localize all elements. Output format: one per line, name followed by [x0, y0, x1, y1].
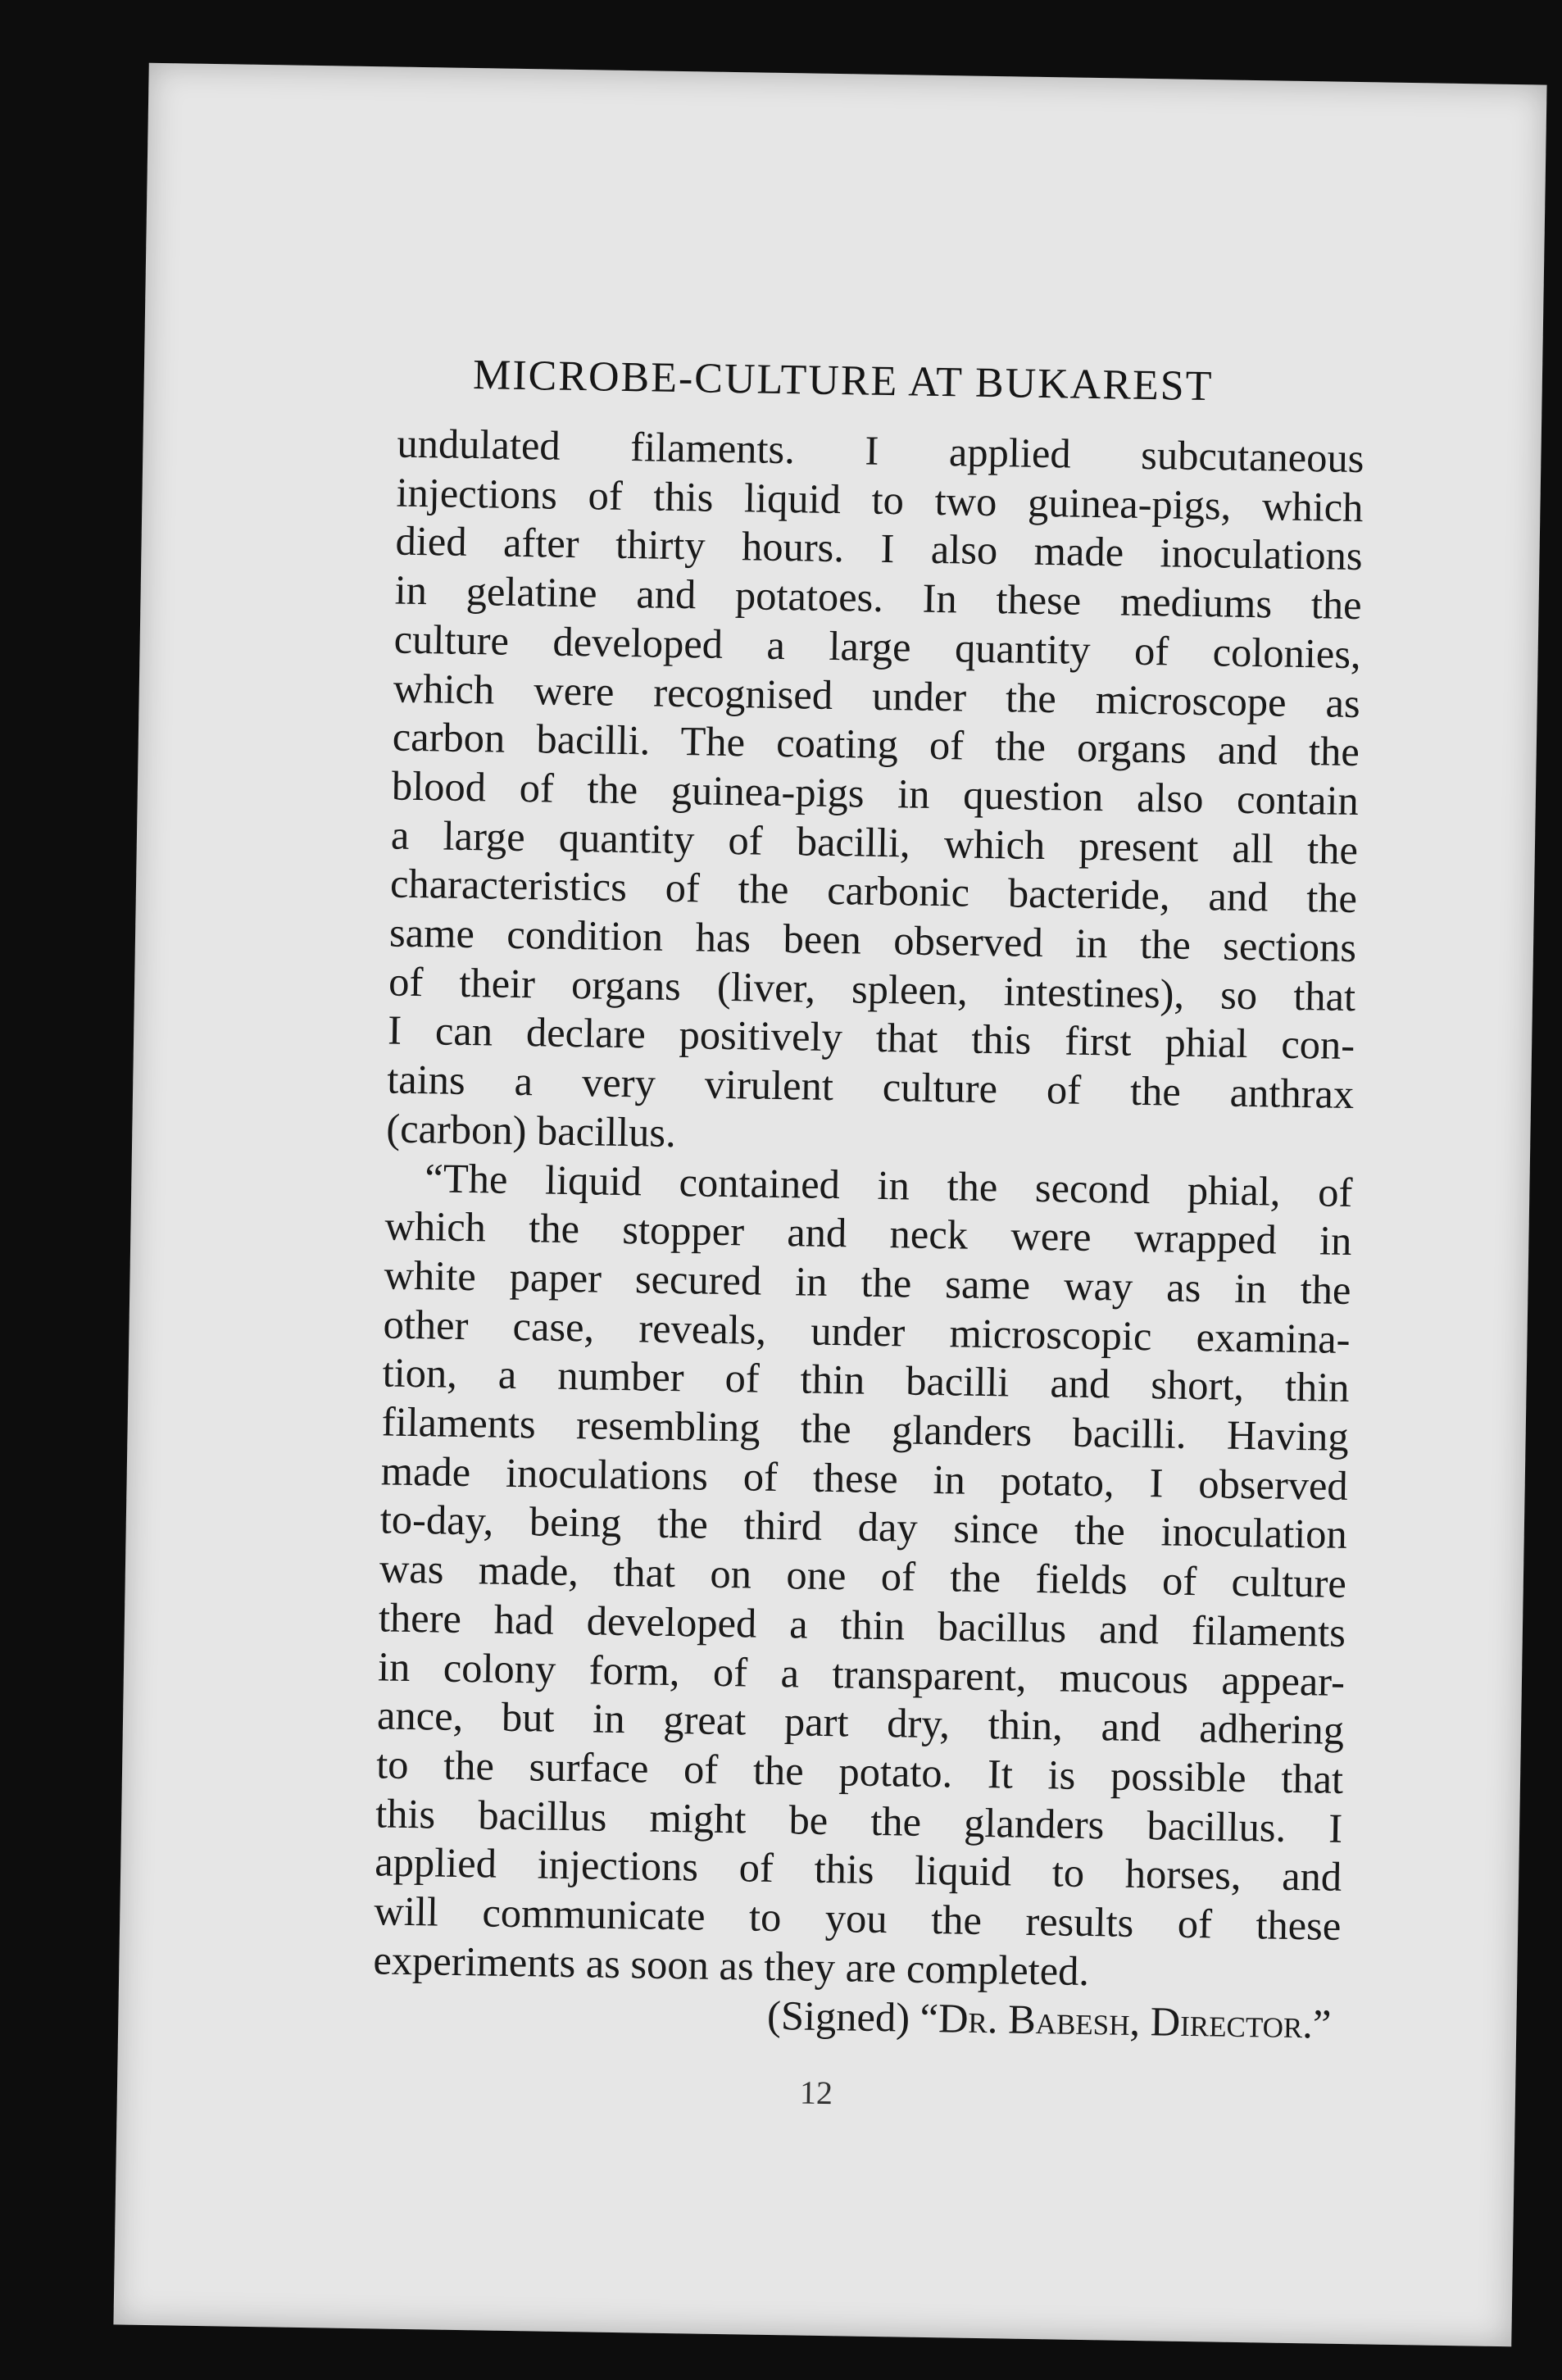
text-line: (carbon) bacillus. — [385, 1105, 677, 1156]
text-line: “The liquid contained in the second phial, of — [425, 1154, 1353, 1215]
body-text — [372, 420, 1364, 2049]
text-line: this bacillus might be the glanders bacillus. I — [375, 1790, 1343, 1851]
page-number: 12 — [799, 2073, 833, 2112]
text-line: tion, a number of thin bacilli and short, thin — [382, 1349, 1351, 1411]
text-line: other case, reveals, under microscopic examina- — [383, 1301, 1351, 1362]
text-line: undulated filaments. I applied subcutaneous — [397, 420, 1364, 482]
text-line: characteristics of the carbonic bacteride, and the — [389, 860, 1358, 922]
signature-prefix: (Signed) — [766, 1992, 910, 2041]
text-line: died after thirty hours. I also made inoculations — [395, 517, 1363, 579]
text-line: ance, but in great part dry, thin, and adhering — [376, 1692, 1345, 1754]
text-line: there had developed a thin bacillus and filaments — [378, 1594, 1346, 1656]
text-line: I can declare positively that this first phial con- — [387, 1006, 1355, 1069]
text-line: in gelatine and potatoes. In these mediums the — [394, 566, 1363, 629]
text-line: tains a very virulent culture of the anthrax — [386, 1056, 1355, 1118]
text-line: experiments as soon as they are completed. — [373, 1937, 1090, 1994]
text-line: carbon bacilli. The coating of the organs and the — [392, 713, 1360, 775]
text-line: was made, that on one of the fields of culture — [379, 1545, 1347, 1607]
text-line: culture developed a large quantity of colonies, — [393, 615, 1362, 677]
text-line: in colony form, of a transparent, mucous appear- — [377, 1642, 1346, 1705]
paragraph-2 — [373, 1153, 1353, 2000]
text-line: a large quantity of bacilli, which present all the — [390, 811, 1359, 873]
text-line: applied injections of this liquid to horses, and — [374, 1838, 1342, 1901]
signature-name: “Dr. Babesh, Director.” — [919, 1994, 1332, 2047]
text-line: to the surface of the potato. It is possible that — [375, 1741, 1344, 1802]
text-line: to-day, being the third day since the inoculation — [379, 1496, 1348, 1558]
text-line: made inoculations of these in potato, I observed — [380, 1447, 1349, 1509]
text-line: which the stopper and neck were wrapped in — [384, 1202, 1352, 1265]
book-page — [113, 63, 1546, 2346]
text-line: white paper secured in the same way as in the — [384, 1251, 1351, 1313]
text-line: same condition has been observed in the sections — [388, 909, 1357, 971]
text-line: which were recognised under the microscope as — [393, 665, 1361, 726]
text-line: of their organs (liver, spleen, intestines), so that — [388, 958, 1356, 1020]
paragraph-1 — [386, 420, 1364, 1169]
text-line: filaments resembling the glanders bacilli. Having — [381, 1398, 1350, 1460]
text-line: injections of this liquid to two guinea-pigs, which — [396, 469, 1364, 530]
text-line: will communicate to you the results of these — [373, 1887, 1342, 1949]
running-head: MICROBE-CULTURE AT BUKAREST — [472, 352, 1214, 411]
text-line: blood of the guinea-pigs in question also contain — [391, 762, 1360, 824]
